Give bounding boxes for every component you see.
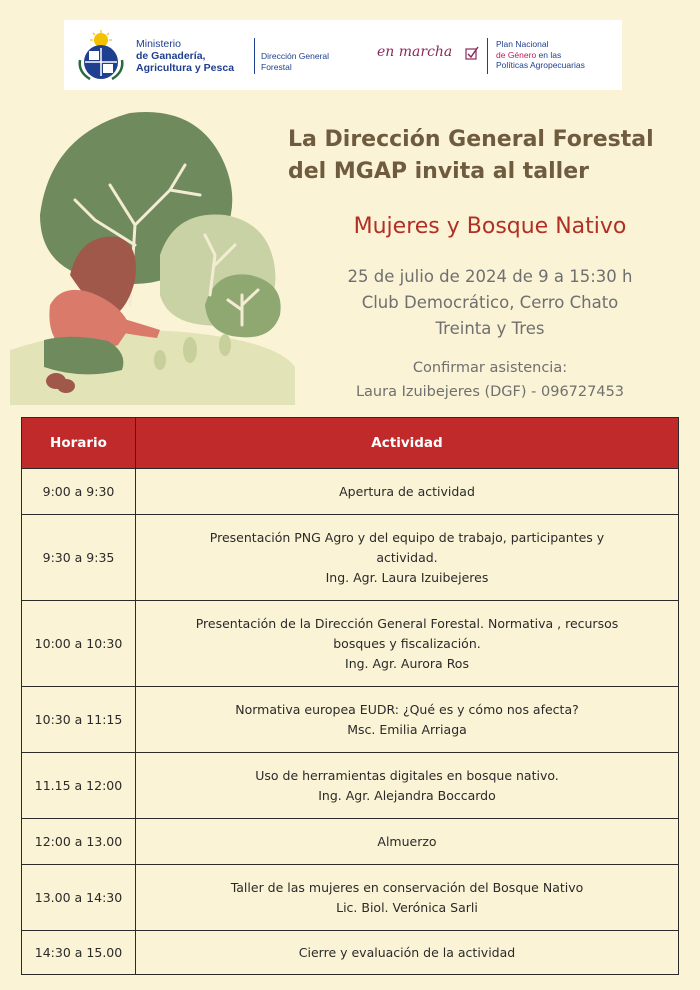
activity-line: bosques y fiscalización. [333, 635, 481, 651]
table-row [22, 687, 679, 753]
activity-line: Apertura de actividad [339, 483, 475, 499]
activity-line: Almuerzo [377, 833, 437, 849]
invitation-title [288, 124, 654, 188]
schedule-table [21, 417, 679, 975]
logo-divider [487, 38, 488, 74]
ministry-name [136, 38, 234, 74]
png-name [496, 39, 585, 71]
dgf-line-2: Forestal [261, 62, 292, 72]
row-activity [136, 469, 679, 515]
row-time: 12:00 a 13.00 [22, 819, 136, 865]
workshop-name: Mujeres y Bosque Nativo [353, 214, 627, 239]
activity-line: Presentación PNG Agro y del equipo de trabajo, participantes y [209, 529, 605, 545]
row-time: 10:00 a 10:30 [22, 601, 136, 687]
row-activity [136, 753, 679, 819]
row-activity [136, 931, 679, 975]
table-row [22, 753, 679, 819]
row-activity [136, 865, 679, 931]
title-line-2: del MGAP invita al taller [288, 159, 589, 184]
activity-line: Ing. Agr. Alejandra Boccardo [318, 787, 496, 803]
table-row [22, 601, 679, 687]
activity-line: Lic. Biol. Verónica Sarli [336, 899, 478, 915]
row-time: 14:30 a 15.00 [22, 931, 136, 975]
activity-line: Cierre y evaluación de la actividad [298, 944, 516, 960]
activity-line: Ing. Agr. Aurora Ros [345, 655, 469, 671]
row-activity [136, 687, 679, 753]
event-department: Treinta y Tres [435, 319, 545, 338]
png-line-2 [496, 50, 585, 61]
row-time: 9:00 a 9:30 [22, 469, 136, 515]
checkbox-check-icon [465, 46, 479, 60]
table-row [22, 931, 679, 975]
png-line-3: Políticas Agropecuarias [496, 60, 585, 70]
row-time: 13.00 a 14:30 [22, 865, 136, 931]
row-activity [136, 515, 679, 601]
rsvp-info [300, 356, 680, 404]
uruguay-coat-of-arms-icon [76, 30, 126, 82]
en-marcha-logo-text: en marcha [377, 44, 453, 60]
woman-planting-illustration [10, 105, 300, 405]
png-line-2-rest: en las [536, 49, 562, 60]
table-row [22, 865, 679, 931]
logo-divider [254, 38, 255, 74]
ministry-line-1: Ministerio [136, 38, 181, 50]
dgf-line-1: Dirección General [261, 51, 330, 61]
png-genero: de Género [496, 49, 537, 60]
ministry-line-3: Agricultura y Pesca [136, 62, 235, 74]
logo-bar [64, 20, 622, 90]
event-venue: Club Democrático, Cerro Chato [361, 293, 619, 312]
table-row [22, 819, 679, 865]
column-header-actividad: Actividad [136, 418, 679, 469]
column-header-horario: Horario [22, 418, 136, 469]
row-time: 10:30 a 11:15 [22, 687, 136, 753]
event-details [300, 264, 680, 342]
activity-line: Presentación de la Dirección General Forestal. Normativa , recursos [195, 615, 619, 631]
row-activity [136, 601, 679, 687]
title-line-1: La Dirección General Forestal [288, 127, 654, 152]
ministry-line-2: de Ganadería, [136, 50, 206, 62]
rsvp-label: Confirmar asistencia: [412, 360, 568, 376]
row-activity [136, 819, 679, 865]
table-row [22, 469, 679, 515]
rsvp-contact: Laura Izuibejeres (DGF) - 096727453 [355, 384, 625, 400]
row-time: 11.15 a 12:00 [22, 753, 136, 819]
table-row [22, 515, 679, 601]
activity-line: Normativa europea EUDR: ¿Qué es y cómo nos afecta? [235, 701, 579, 717]
activity-line: Uso de herramientas digitales en bosque nativo. [255, 767, 559, 783]
png-line-1: Plan Nacional [496, 39, 549, 49]
activity-line: Msc. Emilia Arriaga [347, 721, 467, 737]
dgf-name [261, 51, 329, 73]
activity-line: Taller de las mujeres en conservación del Bosque Nativo [230, 879, 584, 895]
activity-line: actividad. [376, 549, 438, 565]
event-date-time: 25 de julio de 2024 de 9 a 15:30 h [347, 267, 633, 286]
activity-line: Ing. Agr. Laura Izuibejeres [325, 569, 489, 585]
row-time: 9:30 a 9:35 [22, 515, 136, 601]
table-header-row [22, 418, 679, 469]
